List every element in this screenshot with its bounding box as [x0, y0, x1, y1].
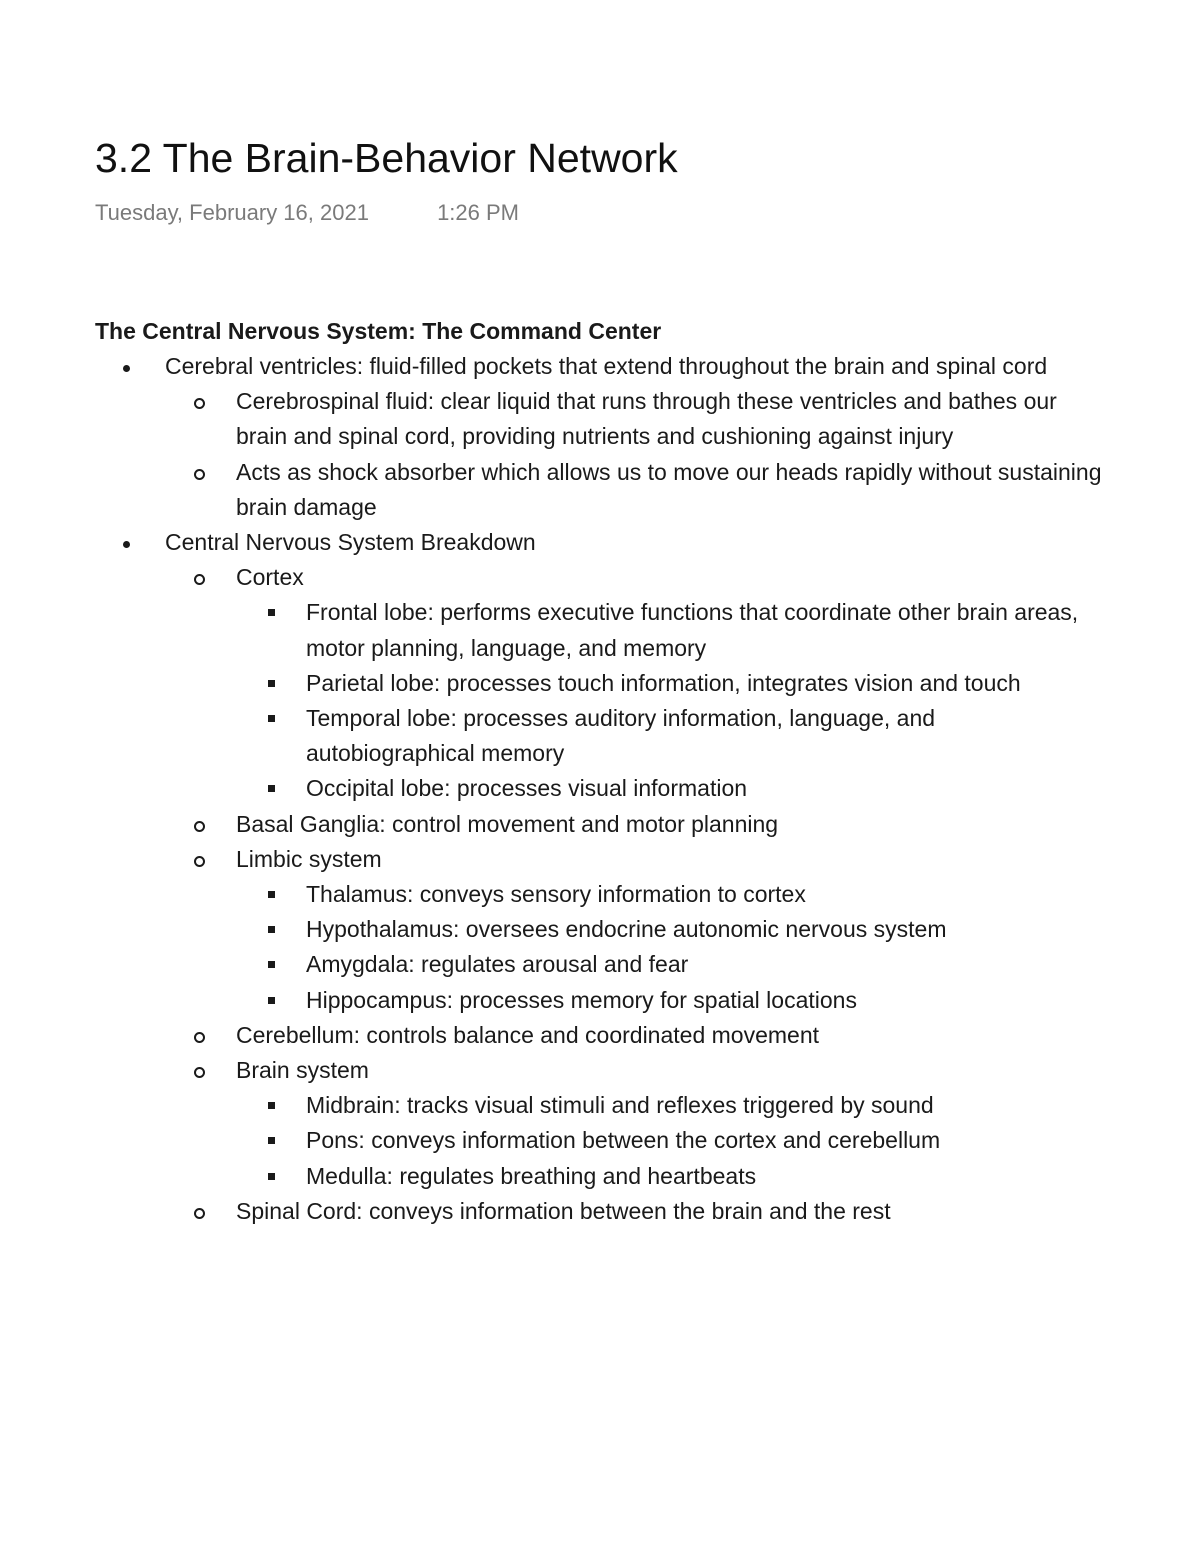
note-body	[95, 314, 1105, 1229]
list-item	[95, 912, 1105, 947]
list-item	[95, 1159, 1105, 1194]
note-time: 1:26 PM	[437, 200, 519, 225]
list-item-text: Parietal lobe: processes touch information, integrates vision and touch	[306, 669, 1021, 696]
list-item	[95, 349, 1105, 384]
bullet-square-icon	[258, 947, 284, 982]
list-item-text: Hypothalamus: oversees endocrine autonomic nervous system	[306, 916, 947, 943]
bullet-square-icon	[258, 595, 284, 630]
bullet-circle-icon	[186, 455, 212, 492]
list-item	[95, 947, 1105, 982]
bullet-circle-icon	[186, 1194, 212, 1231]
list-item-text: Cerebrospinal fluid: clear liquid that runs through these ventricles and bathes our brain and spinal cord, providing nutrients and cushioning against injury	[236, 388, 1057, 450]
list-item-text: Spinal Cord: conveys information between the brain and the rest	[236, 1197, 891, 1224]
note-page	[95, 0, 1105, 1553]
list-item-text: Midbrain: tracks visual stimuli and reflexes triggered by sound	[306, 1092, 934, 1119]
list-item-text: Frontal lobe: performs executive functions that coordinate other brain areas, motor planning, language, and memory	[306, 599, 1079, 661]
list-item-text: Acts as shock absorber which allows us to move our heads rapidly without sustaining brain damage	[236, 458, 1102, 520]
list-item	[95, 666, 1105, 701]
list-item	[95, 877, 1105, 912]
bullet-square-icon	[258, 1123, 284, 1158]
list-item	[95, 842, 1105, 877]
list-item-text: Amygdala: regulates arousal and fear	[306, 951, 689, 978]
section-heading: The Central Nervous System: The Command Center	[95, 318, 662, 344]
list-item-text: Cerebellum: controls balance and coordinated movement	[236, 1021, 819, 1048]
list-item	[95, 384, 1105, 454]
list-item-text: Occipital lobe: processes visual information	[306, 775, 748, 802]
list-item-text: Central Nervous System Breakdown	[165, 529, 536, 556]
list-item	[95, 807, 1105, 842]
bullet-square-icon	[258, 701, 284, 736]
bullet-square-icon	[258, 1088, 284, 1123]
list-item	[95, 560, 1105, 595]
bullet-square-icon	[258, 912, 284, 947]
list-item	[95, 1123, 1105, 1158]
list-item	[95, 1194, 1105, 1229]
list-item-text: Limbic system	[236, 845, 382, 872]
list-item	[95, 525, 1105, 560]
bullet-outline	[95, 349, 1105, 1229]
list-item	[95, 1053, 1105, 1088]
list-item-text: Medulla: regulates breathing and heartbeats	[306, 1162, 757, 1189]
list-item-text: Hippocampus: processes memory for spatial locations	[306, 986, 857, 1013]
bullet-square-icon	[258, 666, 284, 701]
list-item	[95, 1088, 1105, 1123]
list-item-text: Brain system	[236, 1057, 369, 1084]
list-item-text: Cerebral ventricles: fluid-filled pockets that extend throughout the brain and spinal cord	[165, 353, 1048, 379]
bullet-dot-icon	[113, 349, 139, 384]
bullet-circle-icon	[186, 842, 212, 879]
bullet-circle-icon	[186, 1018, 212, 1055]
bullet-dot-icon	[113, 525, 139, 560]
list-item	[95, 595, 1105, 665]
bullet-square-icon	[258, 771, 284, 806]
list-item-text: Pons: conveys information between the cortex and cerebellum	[306, 1127, 941, 1154]
list-item	[95, 455, 1105, 525]
list-item	[95, 771, 1105, 806]
bullet-circle-icon	[186, 560, 212, 597]
bullet-circle-icon	[186, 1053, 212, 1090]
list-item	[95, 983, 1105, 1018]
list-item	[95, 701, 1105, 771]
bullet-square-icon	[258, 1159, 284, 1194]
bullet-circle-icon	[186, 807, 212, 844]
note-date: Tuesday, February 16, 2021	[95, 200, 369, 225]
list-item-text: Cortex	[236, 564, 304, 591]
bullet-square-icon	[258, 877, 284, 912]
note-timestamp	[95, 198, 519, 228]
list-item-text: Thalamus: conveys sensory information to cortex	[306, 881, 806, 908]
bullet-square-icon	[258, 983, 284, 1018]
page-title: 3.2 The Brain-Behavior Network	[95, 135, 678, 181]
list-item	[95, 1018, 1105, 1053]
bullet-circle-icon	[186, 384, 212, 421]
list-item-text: Basal Ganglia: control movement and motor planning	[236, 810, 779, 837]
list-item-text: Temporal lobe: processes auditory information, language, and autobiographical memory	[306, 705, 936, 767]
